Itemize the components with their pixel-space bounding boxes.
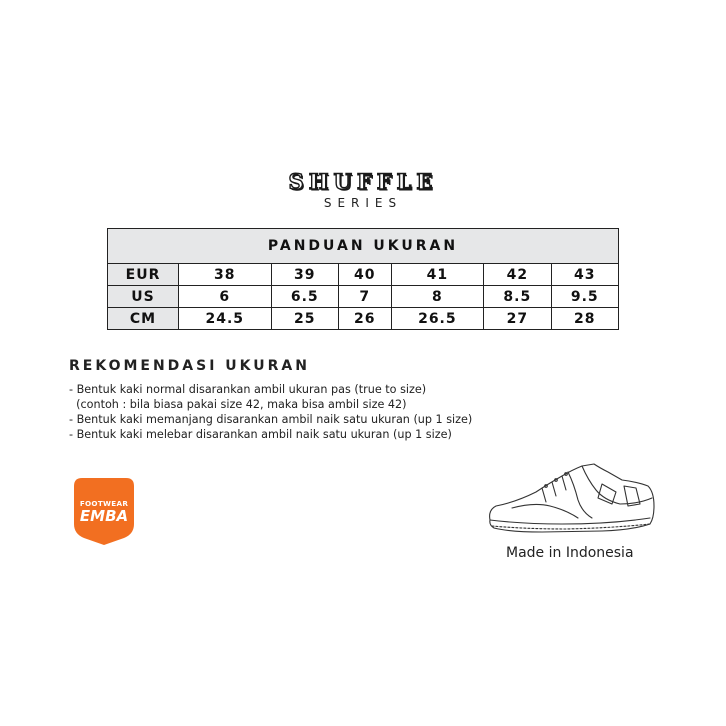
footwear-emba-logo (72, 476, 136, 546)
row-label-us: US (108, 286, 179, 308)
size-cell: 26.5 (391, 308, 484, 330)
recommendation-line: (contoh : bila biasa pakai size 42, maka bisa ambil size 42) (69, 398, 407, 411)
size-cell: 24.5 (179, 308, 272, 330)
size-cell: 28 (551, 308, 618, 330)
size-cell: 6.5 (271, 286, 338, 308)
size-cell: 7 (338, 286, 391, 308)
row-label-eur: EUR (108, 264, 179, 286)
size-cell: 39 (271, 264, 338, 286)
recommendation-line: - Bentuk kaki normal disarankan ambil ukuran pas (true to size) (69, 383, 427, 396)
size-row-us (108, 286, 619, 308)
recommendation-title: REKOMENDASI UKURAN (69, 358, 310, 374)
size-cell: 8.5 (484, 286, 551, 308)
brand-title: SHUFFLE (288, 169, 438, 194)
size-cell: 27 (484, 308, 551, 330)
size-cell: 42 (484, 264, 551, 286)
size-cell: 6 (179, 286, 272, 308)
sneaker-outline-icon (482, 462, 662, 542)
size-row-cm (108, 308, 619, 330)
recommendation-list (69, 382, 472, 442)
size-cell: 43 (551, 264, 618, 286)
row-label-cm: CM (108, 308, 179, 330)
size-cell: 25 (271, 308, 338, 330)
origin-label: Made in Indonesia (506, 545, 634, 561)
size-cell: 38 (179, 264, 272, 286)
size-table-header-row (108, 229, 619, 264)
size-cell: 9.5 (551, 286, 618, 308)
size-row-eur (108, 264, 619, 286)
size-cell: 26 (338, 308, 391, 330)
recommendation-line: - Bentuk kaki melebar disarankan ambil naik satu ukuran (up 1 size) (69, 428, 452, 441)
logo-top-text: FOOTWEAR (79, 499, 129, 508)
size-table (107, 228, 619, 330)
size-cell: 40 (338, 264, 391, 286)
recommendation-line: - Bentuk kaki memanjang disarankan ambil naik satu ukuran (up 1 size) (69, 413, 473, 426)
size-cell: 41 (391, 264, 484, 286)
brand-subtitle: SERIES (323, 196, 403, 210)
size-cell: 8 (391, 286, 484, 308)
size-table-heading: PANDUAN UKURAN (108, 229, 619, 264)
logo-main-text: EMBA (79, 507, 129, 525)
